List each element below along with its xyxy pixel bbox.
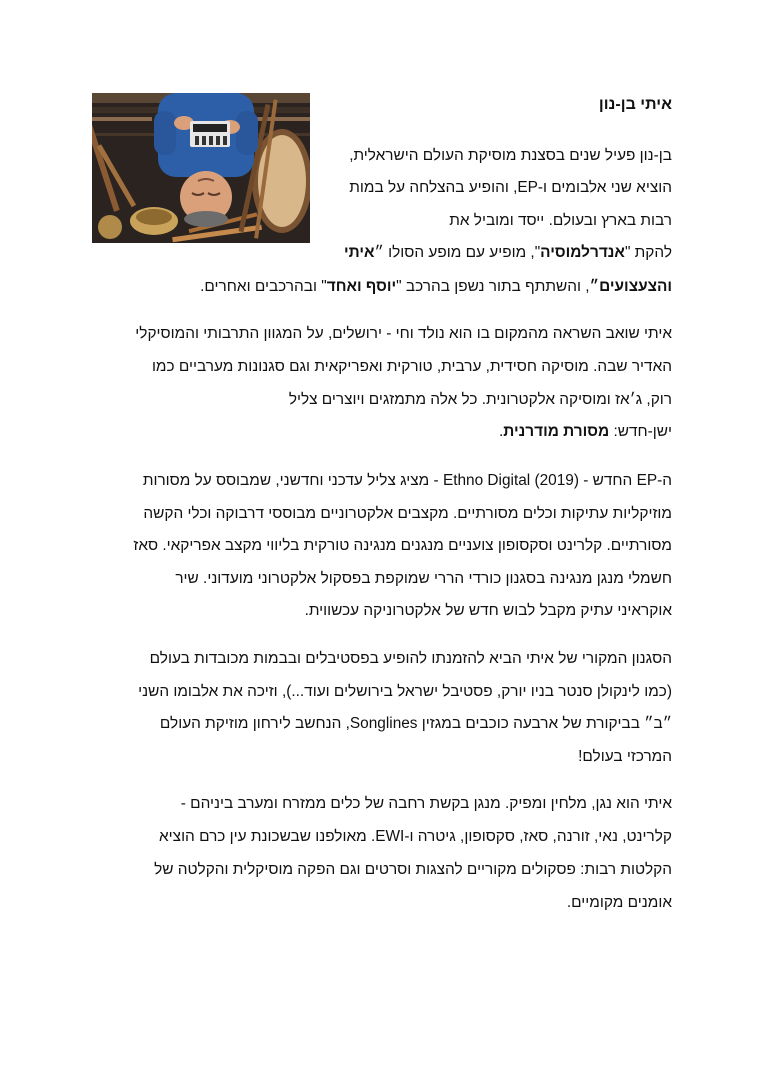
paragraph-3-line-2: מוזיקליות עתיקות וכלים מסורתיים. מקצבים אלקטרוניים מבוססי דרבוקה וכלי הקשה bbox=[143, 505, 672, 522]
paragraph-2-line-1: איתי שואב השראה מהמקום בו הוא נולד וחי - ירושלים, על המגוון התרבותי והמוסיקלי bbox=[135, 325, 672, 342]
paragraph-3-line-5: אוקראיני עתיק מקבל לבוש חדש של אלקטרוניקה עכשווית. bbox=[304, 602, 672, 619]
paragraph-3-line-3: מסורתיים. קלרינט וסקסופון צועניים מנגנים מנגינה טורקית בליווי מקצב אפריקאי. סאז bbox=[133, 537, 672, 554]
band-name-bold: אנדרלמוסיה bbox=[540, 244, 625, 261]
paragraph-4-line-3: ״ב״ בביקורת של ארבעה כוכבים במגזין Songlines, הנחשב לירחון מוזיקת העולם bbox=[159, 715, 672, 732]
paragraph-5-line-2: קלרינט, נאי, זורנה, סאז, סקסופון, גיטרה ו-EWI. מאולפנו שבשכונת עין כרם הוציא bbox=[159, 828, 672, 845]
paragraph-2-line-3: רוק, ג׳אז ומוסיקה אלקטרונית. כל אלה מתמזגים ויוצרים צליל bbox=[288, 391, 672, 408]
ensemble-name-bold: יוסף ואחד bbox=[326, 278, 397, 295]
musician-lying-with-instruments-photo bbox=[92, 93, 310, 243]
page-title: איתי בן-נון bbox=[598, 96, 672, 113]
text-run: , והשתתף בתור נשפן בהרכב " bbox=[396, 278, 590, 295]
musician-photo bbox=[92, 93, 310, 243]
paragraph-1-line-1: בן-נון פעיל שנים בסצנת מוסיקת העולם הישראלית, bbox=[349, 147, 672, 164]
paragraph-1-line-2: הוציא שני אלבומים ו-EP, והופיע בהצלחה על במות bbox=[349, 179, 672, 196]
solo-show-name-bold-cont: והצעצועים״ bbox=[589, 278, 672, 295]
solo-show-name-bold: איתי bbox=[344, 244, 375, 261]
paragraph-4-line-2: (כמו לינקולן סנטר בניו יורק, פסטיבל ישראל בירושלים ועוד...), וזיכה את אלבומו השני bbox=[138, 683, 672, 700]
paragraph-3-line-4: חשמלי מנגן מנגינה בסגנון כורדי הררי שמוקפת בפסקול אלקטרוני מועדוני. שיר bbox=[175, 570, 672, 587]
text-run: להקת " bbox=[624, 244, 672, 261]
paragraph-5-line-3: הקלטות רבות: פסקולים מקוריים להצגות וסרטים וגם הפקה מוסיקלית והקלטה של bbox=[154, 861, 672, 878]
paragraph-1-line-4 bbox=[344, 242, 672, 264]
paragraph-4-line-1: הסגנון המקורי של איתי הביא להזמנתו להופיע בפסטיבלים ובבמות מכובדות בעולם bbox=[149, 650, 672, 667]
text-run: . bbox=[498, 423, 504, 440]
paragraph-1-line-3: רבות בארץ ובעולם. ייסד ומוביל את bbox=[449, 212, 672, 229]
paragraph-1-line-5 bbox=[200, 276, 672, 298]
paragraph-5-line-4: אומנים מקומיים. bbox=[566, 894, 672, 911]
text-run: ישן-חדש: bbox=[609, 423, 672, 440]
text-run: ", מופיע עם מופע הסולו ״ bbox=[374, 244, 541, 261]
paragraph-3-line-1: ה-EP החדש - Ethno Digital (2019) - מציג צליל עדכני וחדשני, שמבוסס על מסורות bbox=[142, 472, 672, 489]
paragraph-4-line-4: המרכזי בעולם! bbox=[578, 748, 672, 765]
paragraph-2-line-2: האדיר שבה. מוסיקה חסידית, ערבית, טורקית ואפריקאית וגם סגנונות מערביים כמו bbox=[151, 358, 672, 375]
paragraph-2-line-4 bbox=[499, 421, 672, 443]
modern-tradition-bold: מסורת מודרנית bbox=[503, 423, 610, 440]
paragraph-5-line-1: איתי הוא נגן, מלחין ומפיק. מנגן בקשת רחבה של כלים ממזרח ומערב ביניהם - bbox=[180, 795, 672, 812]
text-run: " ובהרכבים ואחרים. bbox=[200, 278, 327, 295]
